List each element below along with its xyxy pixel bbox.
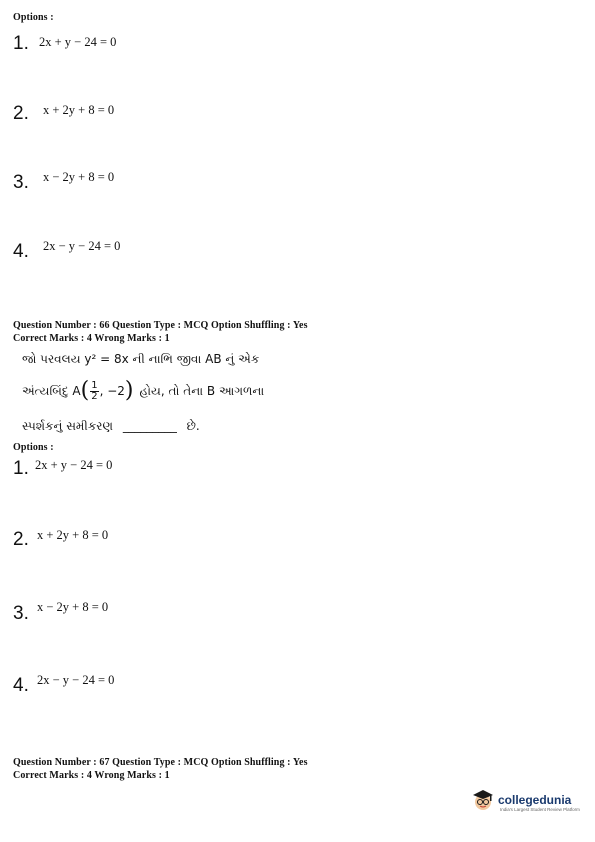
option-4-equation: 2x − y − 24 = 0: [43, 239, 121, 253]
options-label: Options :: [13, 442, 54, 453]
q66-option-2-equation: x + 2y + 8 = 0: [37, 528, 109, 542]
question-66-text-line-3: [22, 420, 200, 432]
question-66-header: Question Number : 66 Question Type : MCQ Option Shuffling : Yes: [13, 320, 308, 331]
option-3[interactable]: [13, 173, 29, 193]
logo-tagline: India's Largest Student Review Platform: [500, 807, 580, 812]
fraction-numerator: 1: [91, 379, 98, 391]
option-number: 3.: [13, 172, 29, 193]
question-text: સ્પર્શકનું સમીકરણ: [22, 419, 113, 433]
logo-wordmark: collegedunia: [498, 793, 572, 807]
options-label: Options :: [13, 12, 54, 23]
q66-option-3[interactable]: [13, 604, 29, 624]
q66-option-4-equation: 2x − y − 24 = 0: [37, 673, 115, 687]
question-67-marks: Correct Marks : 4 Wrong Marks : 1: [13, 770, 170, 781]
option-3-equation: x − 2y + 8 = 0: [43, 170, 115, 184]
option-number: 2.: [13, 529, 29, 550]
option-number: 3.: [13, 603, 29, 624]
question-text: છે.: [186, 419, 200, 433]
q66-option-4[interactable]: [13, 676, 29, 696]
graduate-mascot-icon: [470, 787, 496, 813]
option-4[interactable]: [13, 242, 29, 262]
option-number: 4.: [13, 241, 29, 262]
question-text: હોય, તો તેના B આગળના: [139, 384, 265, 398]
q66-option-1[interactable]: [13, 459, 29, 479]
option-1[interactable]: [13, 34, 29, 54]
fraction-denominator: 2: [91, 390, 98, 402]
question-text: અંત્યબિંદુ A: [22, 384, 81, 398]
answer-blank: _________: [122, 419, 177, 433]
question-67-header: Question Number : 67 Question Type : MCQ Option Shuffling : Yes: [13, 757, 308, 768]
option-2-equation: x + 2y + 8 = 0: [43, 103, 115, 117]
option-number: 4.: [13, 675, 29, 696]
option-number: 2.: [13, 103, 29, 124]
point-coordinate: , −2: [99, 384, 125, 398]
open-paren: (: [80, 378, 90, 403]
fraction: [90, 381, 98, 402]
option-number: 1.: [13, 458, 29, 479]
question-66-text-line-2: [22, 380, 264, 402]
q66-option-1-equation: 2x + y − 24 = 0: [35, 458, 113, 472]
option-number: 1.: [13, 33, 29, 54]
option-1-equation: 2x + y − 24 = 0: [39, 35, 117, 49]
question-66-marks: Correct Marks : 4 Wrong Marks : 1: [13, 333, 170, 344]
question-66-text-line-1: જો પરવલય y² = 8x ની નાભિ જીવા AB નું એક: [22, 352, 260, 366]
collegedunia-logo: [470, 787, 590, 812]
close-paren: ): [124, 378, 134, 403]
q66-option-3-equation: x − 2y + 8 = 0: [37, 600, 109, 614]
q66-option-2[interactable]: [13, 530, 29, 550]
option-2[interactable]: [13, 104, 29, 124]
